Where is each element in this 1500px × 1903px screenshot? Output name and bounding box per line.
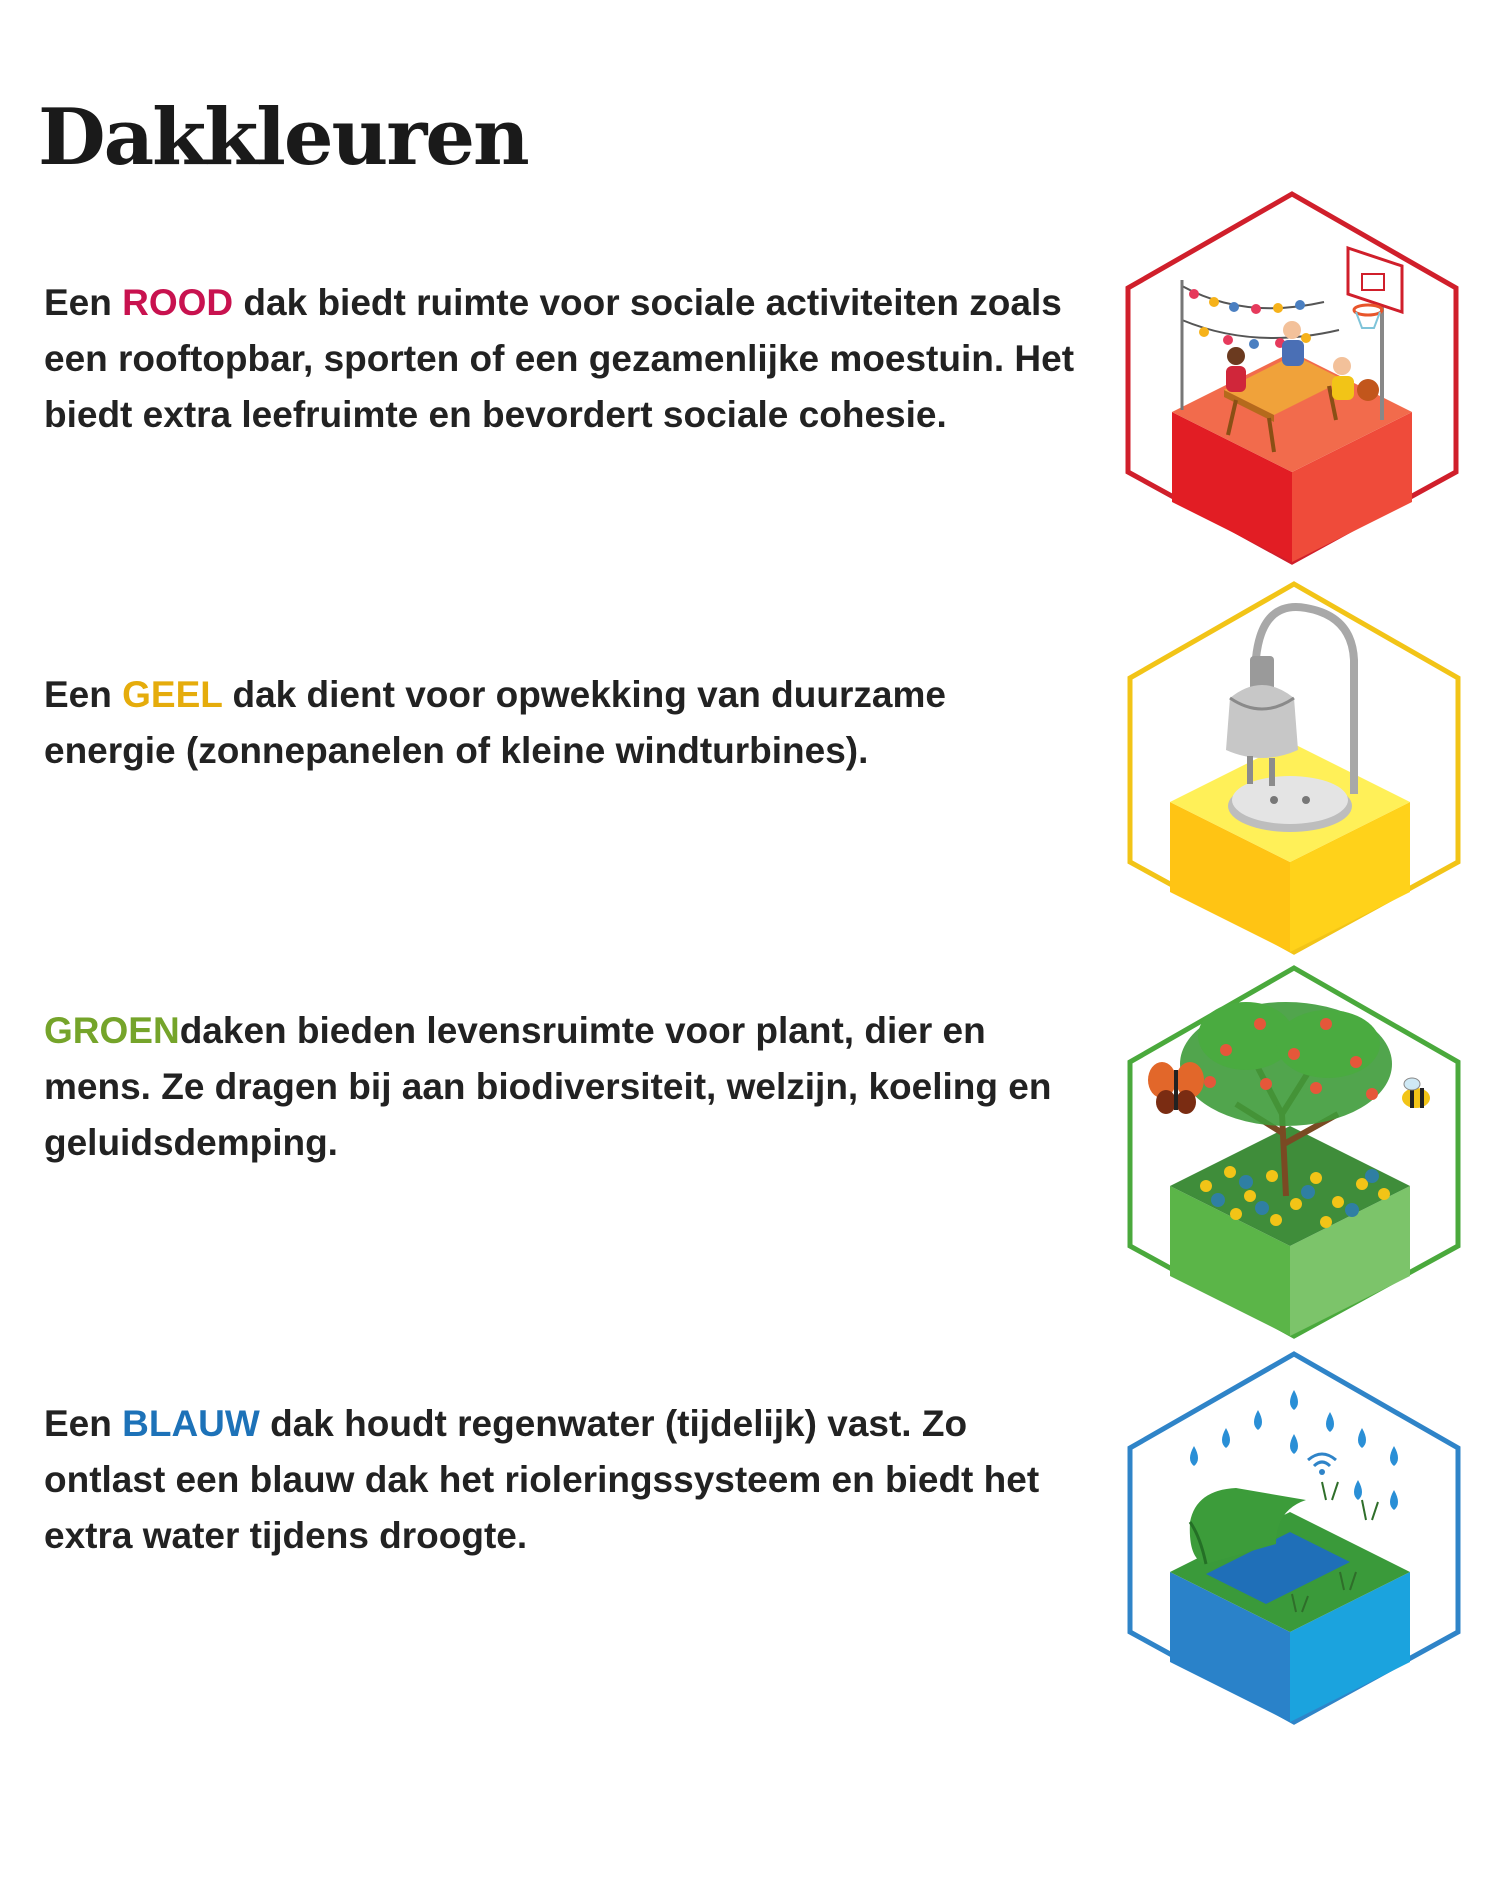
green-line-2: en mens. Ze dragen bij aan biodiversiteit, welzijn, [44, 1010, 986, 1107]
blue-keyword: BLAUW [122, 1403, 260, 1444]
red-line-1 [44, 282, 959, 323]
red-prefix: Een [44, 282, 123, 323]
rain-water-icon [1126, 1350, 1462, 1726]
green-line-1-rest: daken bieden levensruimte voor plant, dier [179, 1010, 933, 1051]
social-rooftop-icon [1124, 190, 1460, 566]
blue-line-2: ontlast een blauw dak het rioleringssysteem en [44, 1459, 875, 1500]
green-keyword: GROEN [44, 1010, 180, 1051]
red-line-1-rest: dak biedt ruimte voor sociale activiteiten [233, 282, 959, 323]
red-line-2: zoals een rooftopbar, sporten of een gezamenlijke [44, 282, 1062, 379]
green-roof-paragraph [44, 1003, 1084, 1171]
blue-prefix: Een [44, 1403, 123, 1444]
yellow-keyword: GEEL [122, 674, 223, 715]
tree-garden-icon [1126, 964, 1462, 1340]
blue-roof-paragraph [44, 1396, 1084, 1564]
red-roof-paragraph [44, 275, 1084, 443]
red-keyword: ROOD [122, 282, 234, 323]
yellow-line-1-rest: dak dient voor opwekking van duurzame [222, 674, 946, 715]
page-title: Dakkleuren [38, 92, 528, 183]
yellow-prefix: Een [44, 674, 123, 715]
yellow-line-1 [44, 674, 946, 715]
green-line-3: koeling en geluidsdemping. [44, 1066, 1052, 1163]
yellow-roof-paragraph [44, 667, 1084, 779]
energy-plug-icon [1126, 580, 1462, 956]
blue-line-1 [44, 1403, 967, 1444]
green-line-1 [44, 1010, 932, 1051]
blue-line-3: biedt het extra water tijdens droogte. [44, 1459, 1040, 1556]
yellow-line-2: energie (zonnepanelen of kleine windturbines). [44, 730, 869, 771]
red-line-4: extra leefruimte en bevordert sociale cohesie. [142, 394, 947, 435]
red-line-3: moestuin. Het biedt [44, 338, 1075, 435]
blue-line-1-rest: dak houdt regenwater (tijdelijk) vast. Zo [259, 1403, 968, 1444]
